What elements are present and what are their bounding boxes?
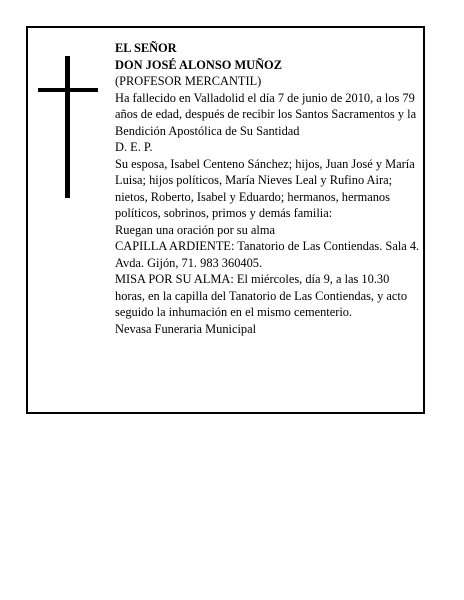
death-paragraph: Ha fallecido en Valladolid el día 7 de junio de 2010, a los 79 años de edad, después de recibir los Santos Sacramentos y la Bendición Apostólica de Su Santidad xyxy=(115,90,417,138)
deceased-name: DON JOSÉ ALONSO MUÑOZ xyxy=(115,57,282,72)
chapel-paragraph: CAPILLA ARDIENTE: Tanatorio de Las Contiendas. Sala 4. Avda. Gijón, 71. 983 360405. xyxy=(115,239,420,270)
profession: (PROFESOR MERCANTIL) xyxy=(115,74,262,88)
notice-text xyxy=(115,40,420,337)
prayer-request: Ruegan una oración por su alma xyxy=(115,222,275,237)
title-line-1: EL SEÑOR xyxy=(115,41,177,55)
funeral-home: Nevasa Funeraria Municipal xyxy=(115,321,257,336)
mass-paragraph: MISA POR SU ALMA: El miércoles, día 9, a las 10.30 horas, en la capilla del Tanatorio de Las Contiendas, y acto seguido la inhumación en el mismo cementerio. xyxy=(115,272,408,319)
obituary-notice xyxy=(26,26,425,414)
cross-icon xyxy=(38,56,98,198)
family-paragraph: Su esposa, Isabel Centeno Sánchez; hijos, Juan José y María Luisa; hijos políticos, María Nieves Leal y Rufino Aira; nietos, Roberto, Isabel y Eduardo; hermanos, hermanos políticos, sobrinos, primos y demás familia: xyxy=(115,156,415,220)
cross-vertical-bar xyxy=(65,56,70,198)
cross-horizontal-bar xyxy=(38,88,98,92)
rip-line: D. E. P. xyxy=(115,140,153,154)
